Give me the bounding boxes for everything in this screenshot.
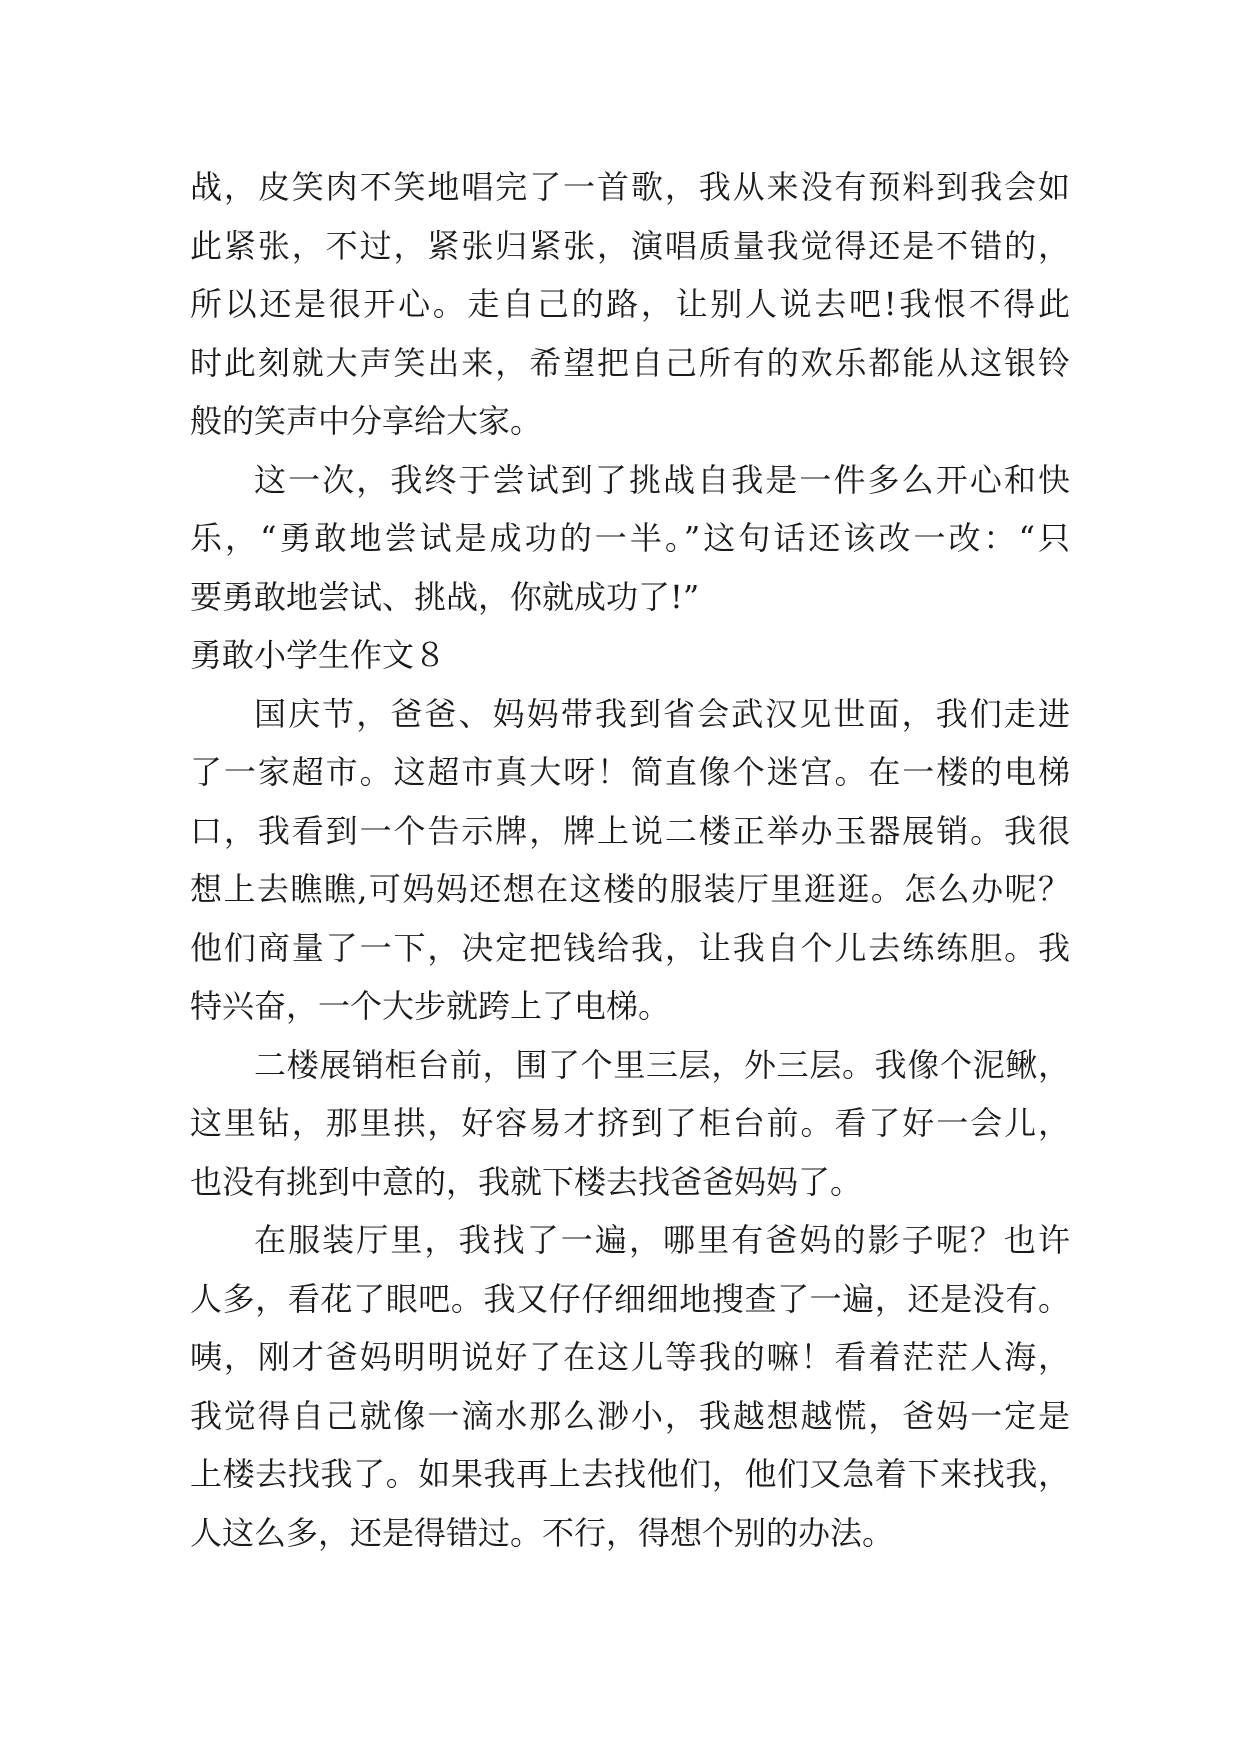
text-line: 人这么多，还是得错过。不行，得想个别的办法。 — [190, 1513, 895, 1552]
section-heading: 勇敢小学生作文８ — [190, 636, 447, 674]
text-line: 咦，刚才爸妈明明说好了在这儿等我的嘛！看着茫茫人海， — [190, 1338, 1070, 1376]
text-line: 也没有挑到中意的，我就下楼去找爸爸妈妈了。 — [190, 1162, 863, 1201]
text-line: 特兴奋，一个大步就跨上了电梯。 — [190, 987, 671, 1025]
paragraph-3 — [190, 685, 1070, 1036]
text-line: 二楼展销柜台前，围了个里三层，外三层。我像个泥鳅， — [254, 1045, 1070, 1084]
text-line: 了一家超市。这超市真大呀！简直像个迷宫。在一楼的电梯 — [190, 753, 1070, 791]
document-body — [190, 158, 1070, 1562]
text-line: 此紧张，不过，紧张归紧张，演唱质量我觉得还是不错的， — [190, 226, 1070, 265]
text-line: 国庆节，爸爸、妈妈带我到省会武汉见世面，我们走进 — [254, 694, 1070, 733]
text-line: 乐，“勇敢地尝试是成功的一半。”这句话还该改一改：“只 — [190, 519, 1070, 557]
paragraph-5 — [190, 1211, 1070, 1562]
text-line: 我觉得自己就像一滴水那么渺小，我越想越慌，爸妈一定是 — [190, 1396, 1070, 1435]
text-line: 时此刻就大声笑出来，希望把自己所有的欢乐都能从这银铃 — [190, 343, 1070, 382]
text-line: 人多，看花了眼吧。我又仔仔细细地搜查了一遍，还是没有。 — [190, 1279, 1070, 1318]
text-line: 在服装厅里，我找了一遍，哪里有爸妈的影子呢？也许 — [254, 1221, 1070, 1259]
paragraph-4 — [190, 1036, 1070, 1212]
text-line: 所以还是很开心。走自己的路，让别人说去吧!我恨不得此 — [190, 285, 1070, 323]
text-line: 要勇敢地尝试、挑战，你就成功了!” — [190, 577, 700, 616]
paragraph-2 — [190, 451, 1070, 627]
text-line: 这里钻，那里拱，好容易才挤到了柜台前。看了好一会儿， — [190, 1104, 1070, 1142]
text-line: 想上去瞧瞧,可妈妈还想在这楼的服装厅里逛逛。怎么办呢？ — [190, 870, 1070, 908]
text-line: 战，皮笑肉不笑地唱完了一首歌，我从来没有预料到我会如 — [190, 168, 1070, 206]
text-line: 上楼去找我了。如果我再上去找他们，他们又急着下来找我， — [190, 1455, 1070, 1493]
paragraph-1 — [190, 158, 1070, 451]
text-line: 他们商量了一下，决定把钱给我，让我自个儿去练练胆。我 — [190, 928, 1070, 967]
text-line: 这一次，我终于尝试到了挑战自我是一件多么开心和快 — [254, 460, 1070, 499]
text-line: 般的笑声中分享给大家。 — [190, 402, 543, 440]
text-line: 口，我看到一个告示牌，牌上说二楼正举办玉器展销。我很 — [190, 811, 1070, 850]
